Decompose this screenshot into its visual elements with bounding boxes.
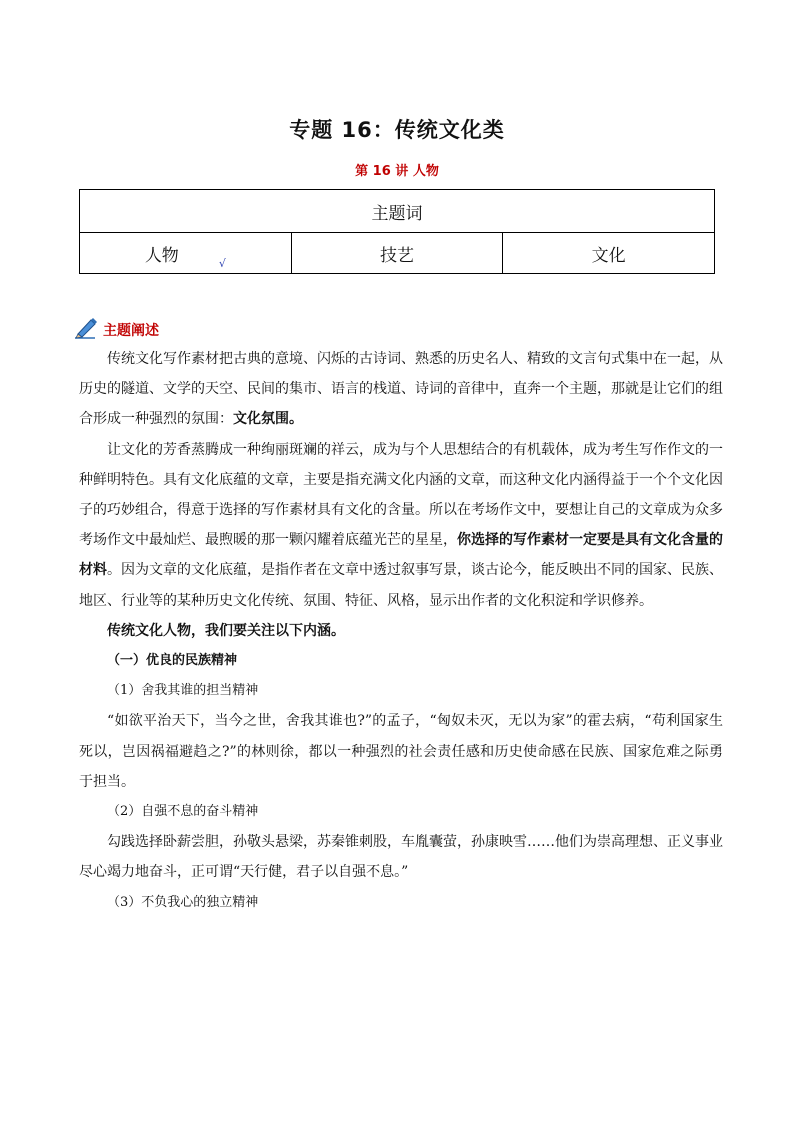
keyword-cell-culture: 文化 bbox=[503, 233, 715, 274]
body-text bbox=[79, 344, 723, 918]
heading-self-improvement: （2）自强不息的奋斗精神 bbox=[107, 804, 259, 820]
heading-independence: （3）不负我心的独立精神 bbox=[107, 894, 259, 910]
emphasis-text: 你选择的写作素材一定要是具有文化含量的材料 bbox=[79, 532, 723, 579]
emphasis-text: 文化氛围。 bbox=[233, 411, 303, 428]
heading-responsibility: （1）舍我其谁的担当精神 bbox=[107, 683, 259, 699]
tick-mark: √ bbox=[218, 256, 226, 270]
paragraph-responsibility: “如欲平治天下，当今之世，舍我其谁也?”的孟子，“匈奴未灭，无以为家”的霍去病，“苟利国家生死以，岂因祸福避趋之?”的林则徐，都以一种强烈的社会责任感和历史使命感在民族、国家危难之际勇于担当。 bbox=[79, 713, 723, 790]
keyword-cell-skill: 技艺 bbox=[291, 233, 503, 274]
paragraph-self-improvement: 勾践选择卧薪尝胆，孙敬头悬梁，苏秦锥刺股，车胤囊萤，孙康映雪……他们为崇高理想、正义事业尽心竭力地奋斗，正可谓“天行健，君子以自强不息。” bbox=[79, 834, 723, 881]
paragraph-intro bbox=[79, 344, 723, 435]
paragraph-text: 。因为文章的文化底蕴，是指作者在文章中透过叙事写景，谈古论今，能反映出不同的国家、民族、地区、行业等的某种历史文化传统、氛围、特征、风格，显示出作者的文化积淀和学识修养。 bbox=[79, 562, 723, 609]
pencil-icon bbox=[73, 316, 101, 340]
keyword-cell-label: 人物 bbox=[144, 245, 179, 266]
lecture-subtitle: 第 16 讲 人物 bbox=[355, 164, 439, 179]
paragraph-text: 传统文化写作素材把古典的意境、闪烁的古诗词、熟悉的历史名人、精致的文言句式集中在一起，从历史的隧道、文学的天空、民间的集市、语言的栈道、诗词的音律中，直奔一个主题，那就是让它们的组合形成一种强烈的氛围： bbox=[79, 351, 723, 428]
keyword-table-header: 主题词 bbox=[80, 190, 715, 233]
keyword-cell-people bbox=[80, 233, 292, 274]
paragraph-culture bbox=[79, 435, 723, 616]
keyword-table bbox=[79, 189, 715, 274]
section-heading bbox=[73, 312, 159, 340]
paragraph-text: 让文化的芳香蒸腾成一种绚丽斑斓的祥云，成为与个人思想结合的有机载体，成为考生写作作文的一种鲜明特色。具有文化底蕴的文章，主要是指充满文化内涵的文章，而这种文化内涵得益于一个个文化因子的巧妙组合，得意于选择的写作素材具有文化的含量。所以在考场作文中，要想让自己的文章成为众多考场作文中最灿烂、最煦暖的那一颗闪耀着底蕴光芒的星星， bbox=[79, 441, 723, 549]
heading-national-spirit: （一）优良的民族精神 bbox=[107, 653, 238, 669]
paragraph-focus: 传统文化人物，我们要关注以下内涵。 bbox=[107, 622, 345, 639]
page-title: 专题 16：传统文化类 bbox=[289, 118, 505, 142]
section-label: 主题阐述 bbox=[103, 323, 159, 339]
